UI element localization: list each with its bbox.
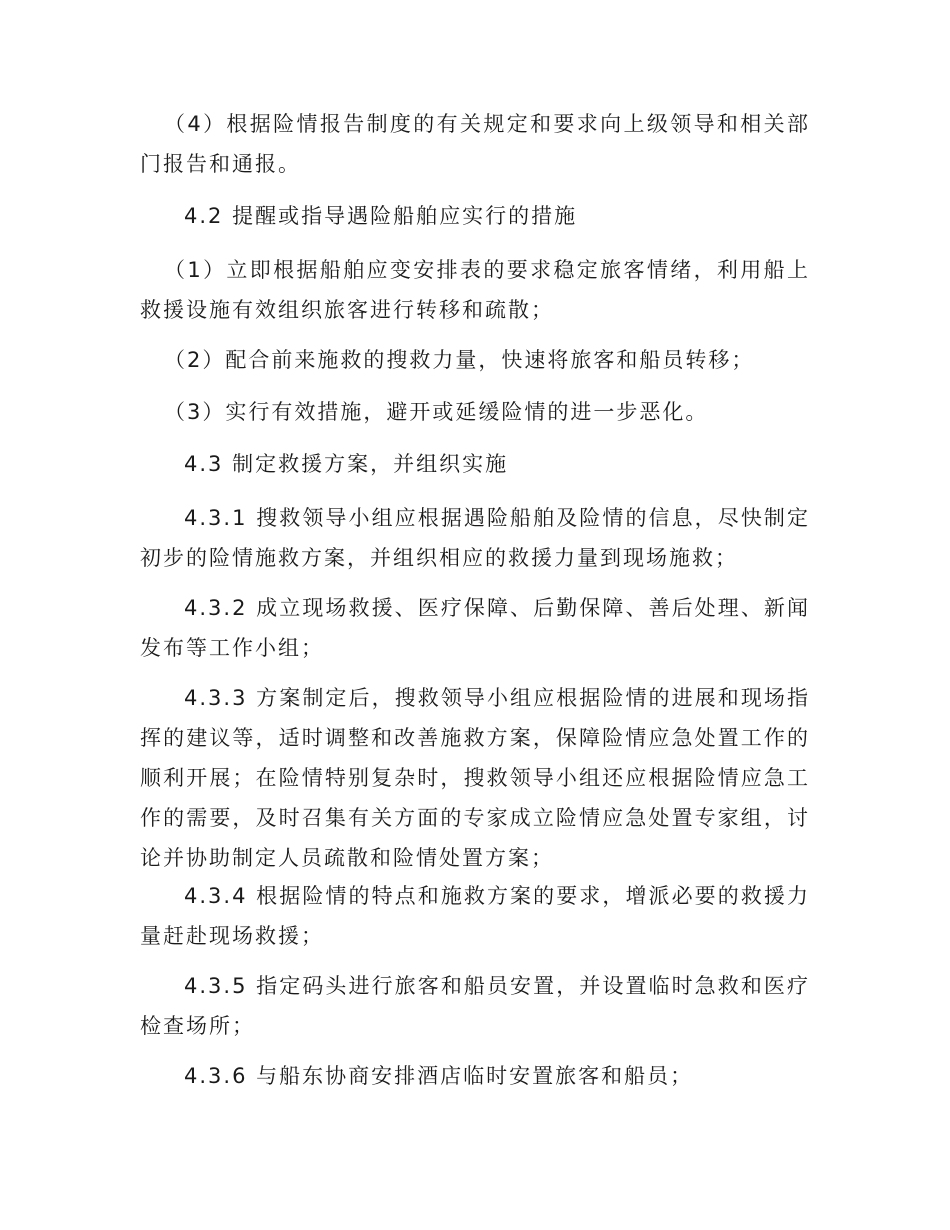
paragraph-stabilize-passengers: （1）立即根据船舶应变安排表的要求稳定旅客情绪，利用船上救援设施有效组织旅客进行转移和疏散； [140,258,810,322]
heading-4-2: 4.2 提醒或指导遇险船舶应实行的措施 [184,204,578,228]
paragraph-4-3-1: 4.3.1 搜救领导小组应根据遇险船舶及险情的信息，尽快制定初步的险情施救方案，并组织相应的救援力量到现场施救； [140,506,810,570]
heading-4-3: 4.3 制定救援方案，并组织实施 [184,452,509,476]
paragraph-4-3-5: 4.3.5 指定码头进行旅客和船员安置，并设置临时急救和医疗检查场所； [140,974,810,1038]
paragraph-report-notification: （4）根据险情报告制度的有关规定和要求向上级领导和相关部门报告和通报。 [140,112,810,176]
paragraph-4-3-3: 4.3.3 方案制定后，搜救领导小组应根据险情的进展和现场指挥的建议等，适时调整和改善施救方案，保障险情应急处置工作的顺利开展；在险情特别复杂时，搜救领导小组还应根据险情应急工作的需要，及时召集有关方面的专家成立险情应急处置专家组，讨论并协助制定人员疏散和险情处置方案； [140,686,810,870]
paragraph-cooperate-rescue: （2）配合前来施救的搜救力量，快速将旅客和船员转移； [164,348,755,372]
paragraph-4-3-2: 4.3.2 成立现场救援、医疗保障、后勤保障、善后处理、新闻发布等工作小组； [140,596,810,660]
paragraph-4-3-4: 4.3.4 根据险情的特点和施救方案的要求，增派必要的救援力量赶赴现场救援； [140,884,810,948]
paragraph-effective-measures: （3）实行有效措施，避开或延缓险情的进一步恶化。 [164,400,709,424]
paragraph-4-3-6: 4.3.6 与船东协商安排酒店临时安置旅客和船员； [184,1064,694,1088]
